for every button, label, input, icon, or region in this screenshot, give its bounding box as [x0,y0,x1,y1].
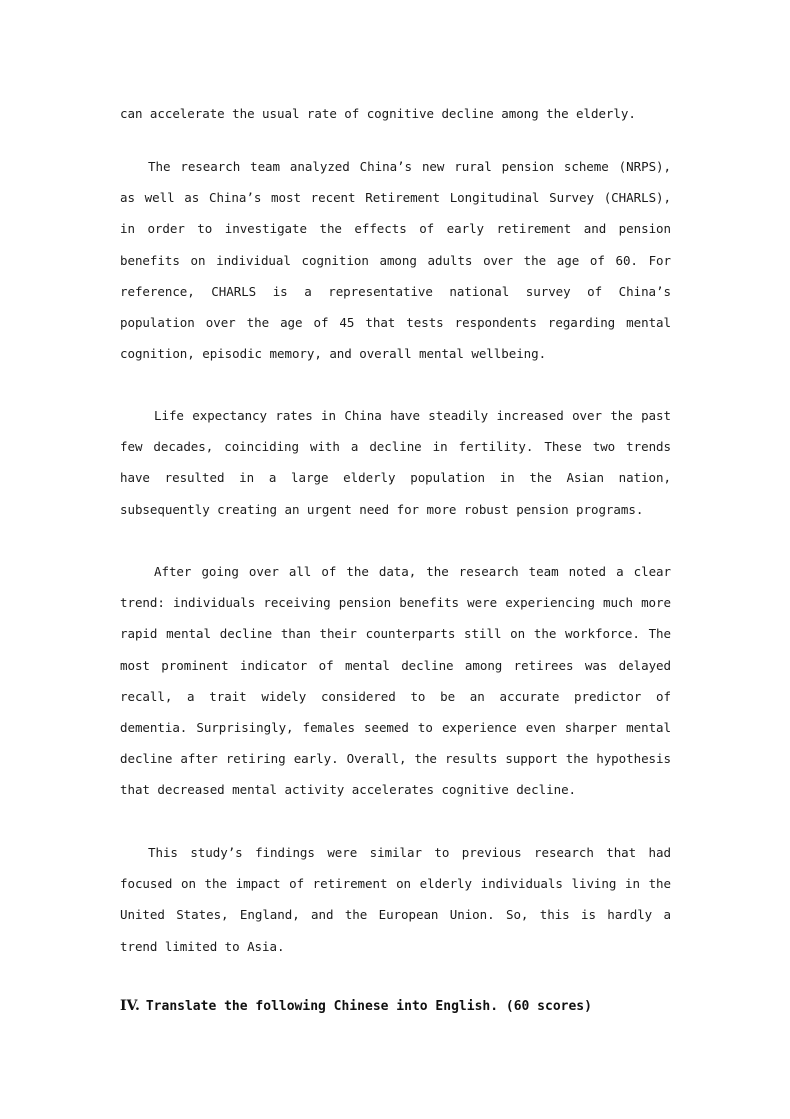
section-number: IV. [120,998,140,1014]
paragraph-life-expectancy: Life expectancy rates in China have steadily increased over the past few decades, coinciding with a decline in fertility. These two trends have resulted in a large elderly population in the Asian nation, subsequently creating an urgent need for more robust pension programs. [120,408,671,517]
paragraph-continuation: can accelerate the usual rate of cognitive decline among the elderly. [120,106,636,121]
section-heading [120,998,592,1014]
paragraph-similar-research: This study’s findings were similar to previous research that had focused on the impact of retirement on elderly individuals living in the United States, England, and the European Union. So, this is hardly a trend limited to Asia. [120,845,671,954]
section-heading-text: Translate the following Chinese into English. (60 scores) [145,999,592,1014]
paragraph-research-team: The research team analyzed China’s new rural pension scheme (NRPS), as well as China’s most recent Retirement Longitudinal Survey (CHARLS), in order to investigate the effects of early retirement and pension benefits on individual cognition among adults over the age of 60. For reference, CHARLS is a representative national survey of China’s population over the age of 45 that tests respondents regarding mental cognition, episodic memory, and overall mental wellbeing. [120,159,671,362]
paragraph-data-findings: After going over all of the data, the research team noted a clear trend: individuals receiving pension benefits were experiencing much more rapid mental decline than their counterparts still on the workforce. The most prominent indicator of mental decline among retirees was delayed recall, a trait widely considered to be an accurate predictor of dementia. Surprisingly, females seemed to experience even sharper mental decline after retiring early. Overall, the results support the hypothesis that decreased mental activity accelerates cognitive decline. [120,564,671,798]
